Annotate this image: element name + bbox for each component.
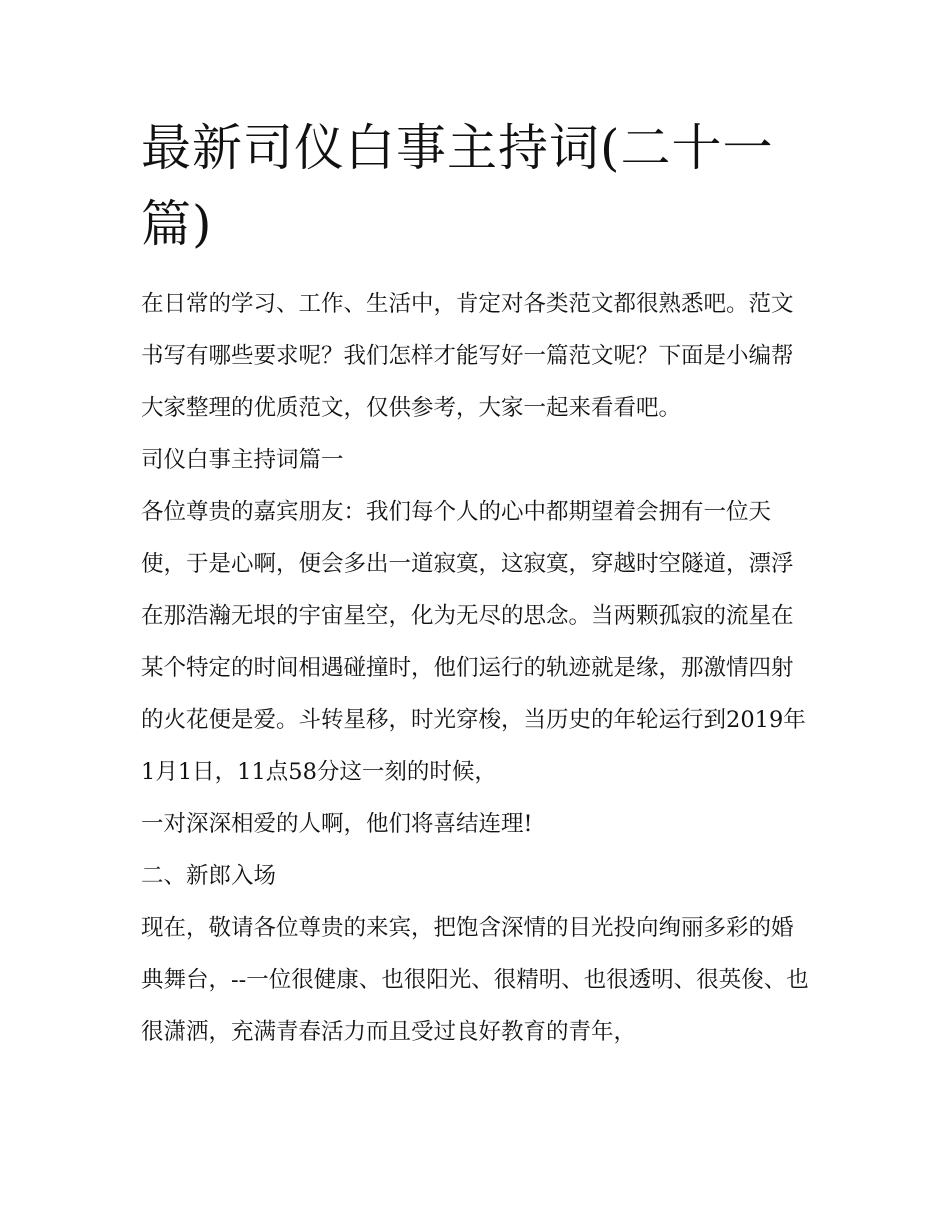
body-paragraph: 各位尊贵的嘉宾朋友：我们每个人的心中都期望着会拥有一位天使，于是心啊，便会多出一道寂寞，这寂寞，穿越时空隧道，漂浮在那浩瀚无垠的宇宙星空，化为无尽的思念。当两颗孤寂的流星在某个特定的时间相遇碰撞时，他们运行的轨迹就是缘，那激情四射的火花便是爱。斗转星移，时光穿梭，当历史的年轮运行到2019年1月1日，11点58分这一刻的时候，	[141, 499, 806, 785]
document-page	[141, 110, 813, 1058]
body-paragraph: 现在，敬请各位尊贵的来宾，把饱含深情的目光投向绚丽多彩的婚典舞台，--一位很健康、也很阳光、很精明、也很透明、很英俊、也很潇洒，充满青春活力而且受过良好教育的青年，	[141, 915, 809, 1045]
section-heading-1: 司仪白事主持词篇一	[141, 447, 344, 473]
section-heading-2: 二、新郎入场	[141, 863, 277, 889]
document-body	[141, 278, 813, 1058]
document-title: 最新司仪白事主持词(二十一篇)	[141, 119, 774, 253]
intro-paragraph: 在日常的学习、工作、生活中，肯定对各类范文都很熟悉吧。范文书写有哪些要求呢？我们怎样才能写好一篇范文呢？下面是小编帮大家整理的优质范文，仅供参考，大家一起来看看吧。	[141, 291, 794, 421]
body-paragraph: 一对深深相爱的人啊，他们将喜结连理!	[141, 811, 533, 837]
